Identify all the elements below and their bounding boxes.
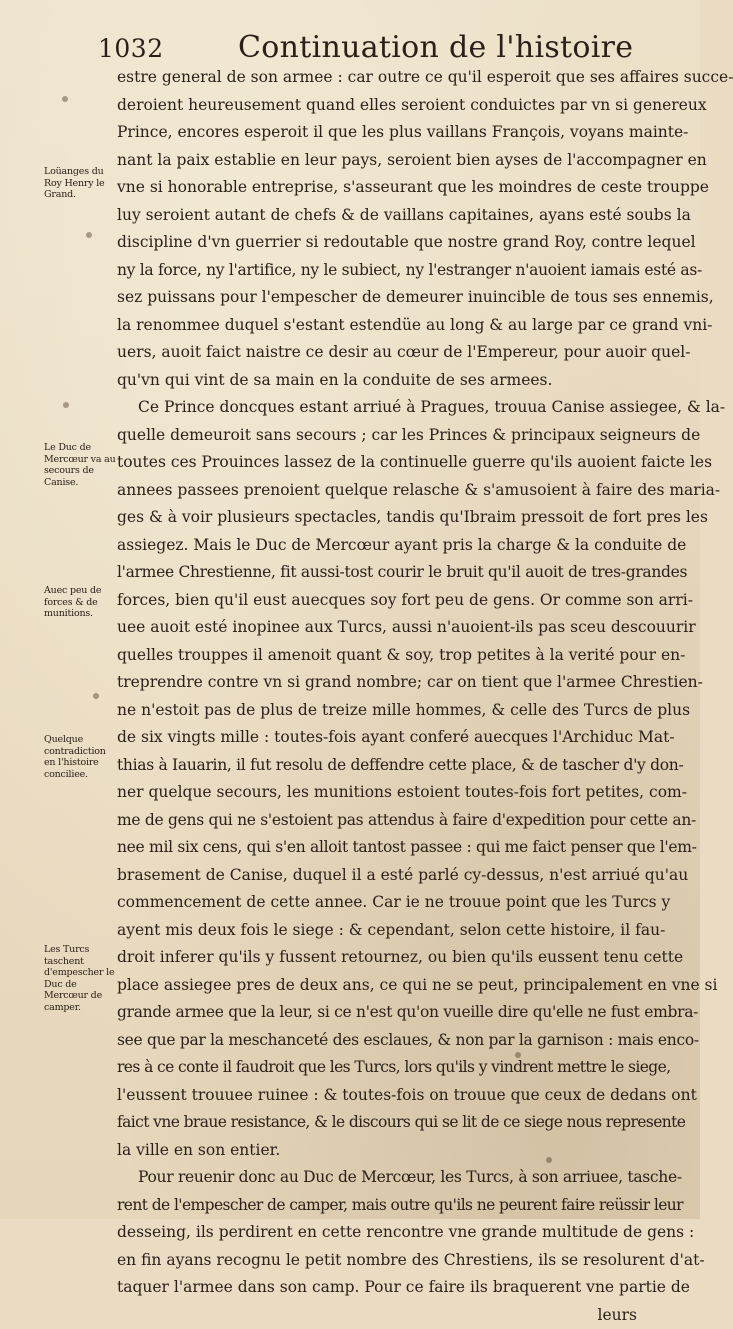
- text-line: me de gens qui ne s'estoient pas attendus à faire d'expedition pour cette an-: [117, 807, 637, 835]
- page-number: 1032: [98, 34, 164, 63]
- text-line: rent de l'empescher de camper, mais outre qu'ils ne peurent faire reüssir leur: [117, 1192, 637, 1220]
- text-line: forces, bien qu'il eust auecques soy fort peu de gens. Or comme son arri-: [117, 587, 637, 615]
- margin-note: Loüanges du Roy Henry le Grand.: [44, 166, 116, 201]
- text-line: res à ce conte il faudroit que les Turcs, lors qu'ils y vindrent mettre le siege,: [117, 1054, 637, 1082]
- text-line: luy seroient autant de chefs & de vaillans capitaines, ayans esté soubs la: [117, 202, 637, 230]
- page-header: [98, 30, 638, 64]
- text-line: grande armee que la leur, si ce n'est qu'on vueille dire qu'elle ne fust embra-: [117, 999, 637, 1027]
- body-text: [117, 64, 637, 1329]
- text-line: Ce Prince doncques estant arriué à Pragues, trouua Canise assiegee, & la-: [117, 394, 637, 422]
- text-line: l'eussent trouuee ruinee : & toutes-fois on trouue que ceux de dedans ont: [117, 1082, 637, 1110]
- margin-note: Le Duc de Mercœur va au secours de Canise.: [44, 442, 116, 488]
- ink-spot: [86, 232, 92, 238]
- text-line: uers, auoit faict naistre ce desir au cœur de l'Empereur, pour auoir quel-: [117, 339, 637, 367]
- text-line: quelle demeuroit sans secours ; car les Princes & principaux seigneurs de: [117, 422, 637, 450]
- ink-spot: [93, 693, 99, 699]
- text-line: l'armee Chrestienne, fit aussi-tost courir le bruit qu'il auoit de tres-grandes: [117, 559, 637, 587]
- text-line: faict vne braue resistance, & le discours qui se lit de ce siege nous represente: [117, 1109, 637, 1137]
- text-line: taquer l'armee dans son camp. Pour ce faire ils braquerent vne partie de: [117, 1274, 637, 1302]
- text-line: brasement de Canise, duquel il a esté parlé cy-dessus, n'est arriué qu'au: [117, 862, 637, 890]
- text-line: la ville en son entier.: [117, 1137, 637, 1165]
- text-line: Prince, encores esperoit il que les plus vaillans François, voyans mainte-: [117, 119, 637, 147]
- text-line: estre general de son armee : car outre ce qu'il esperoit que ses affaires succe-: [117, 64, 637, 92]
- text-line: annees passees prenoient quelque relasche & s'amusoient à faire des maria-: [117, 477, 637, 505]
- text-line: ges & à voir plusieurs spectacles, tandis qu'Ibraim pressoit de fort pres les: [117, 504, 637, 532]
- text-line: see que par la meschanceté des esclaues, & non par la garnison : mais enco-: [117, 1027, 637, 1055]
- text-line: place assiegee pres de deux ans, ce qui ne se peut, principalement en vne si: [117, 972, 637, 1000]
- catchword: leurs: [117, 1302, 637, 1329]
- text-line: qu'vn qui vint de sa main en la conduite de ses armees.: [117, 367, 637, 395]
- margin-note: Auec peu de forces & de munitions.: [44, 585, 116, 620]
- text-line: la renommee duquel s'estant estendüe au long & au large par ce grand vni-: [117, 312, 637, 340]
- text-line: nee mil six cens, qui s'en alloit tantost passee : qui me faict penser que l'em-: [117, 834, 637, 862]
- ink-spot: [63, 402, 69, 408]
- ink-spot: [62, 96, 68, 102]
- text-line: ner quelque secours, les munitions estoient toutes-fois fort petites, com-: [117, 779, 637, 807]
- text-line: treprendre contre vn si grand nombre; car on tient que l'armee Chrestien-: [117, 669, 637, 697]
- text-line: desseing, ils perdirent en cette rencontre vne grande multitude de gens :: [117, 1219, 637, 1247]
- text-line: ayent mis deux fois le siege : & cependant, selon cette histoire, il fau-: [117, 917, 637, 945]
- running-title: Continuation de l'histoire: [238, 30, 633, 65]
- text-line: droit inferer qu'ils y fussent retournez, ou bien qu'ils eussent tenu cette: [117, 944, 637, 972]
- text-line: de six vingts mille : toutes-fois ayant conferé auecques l'Archiduc Mat-: [117, 724, 637, 752]
- margin-note: Les Turcs taschent d'empescher le Duc de Mercœur de camper.: [44, 944, 116, 1013]
- text-line: uee auoit esté inopinee aux Turcs, aussi n'auoient-ils pas sceu descouurir: [117, 614, 637, 642]
- text-line: vne si honorable entreprise, s'asseurant que les moindres de ceste trouppe: [117, 174, 637, 202]
- text-line: Pour reuenir donc au Duc de Mercœur, les Turcs, à son arriuee, tasche-: [117, 1164, 637, 1192]
- text-line: commencement de cette annee. Car ie ne trouue point que les Turcs y: [117, 889, 637, 917]
- text-line: quelles trouppes il amenoit quant & soy, trop petites à la verité pour en-: [117, 642, 637, 670]
- text-line: sez puissans pour l'empescher de demeurer inuincible de tous ses ennemis,: [117, 284, 637, 312]
- margin-note: Quelque contradiction en l'histoire conciliee.: [44, 734, 116, 780]
- text-line: ny la force, ny l'artifice, ny le subiect, ny l'estranger n'auoient iamais esté as-: [117, 257, 637, 285]
- text-line: en fin ayans recognu le petit nombre des Chrestiens, ils se resolurent d'at-: [117, 1247, 637, 1275]
- text-line: nant la paix establie en leur pays, seroient bien ayses de l'accompagner en: [117, 147, 637, 175]
- text-line: toutes ces Prouinces lassez de la continuelle guerre qu'ils auoient faicte les: [117, 449, 637, 477]
- text-line: thias à Iauarin, il fut resolu de deffendre cette place, & de tascher d'y don-: [117, 752, 637, 780]
- text-line: deroient heureusement quand elles seroient conduictes par vn si genereux: [117, 92, 637, 120]
- text-line: assiegez. Mais le Duc de Mercœur ayant pris la charge & la conduite de: [117, 532, 637, 560]
- text-line: discipline d'vn guerrier si redoutable que nostre grand Roy, contre lequel: [117, 229, 637, 257]
- text-line: ne n'estoit pas de plus de treize mille hommes, & celle des Turcs de plus: [117, 697, 637, 725]
